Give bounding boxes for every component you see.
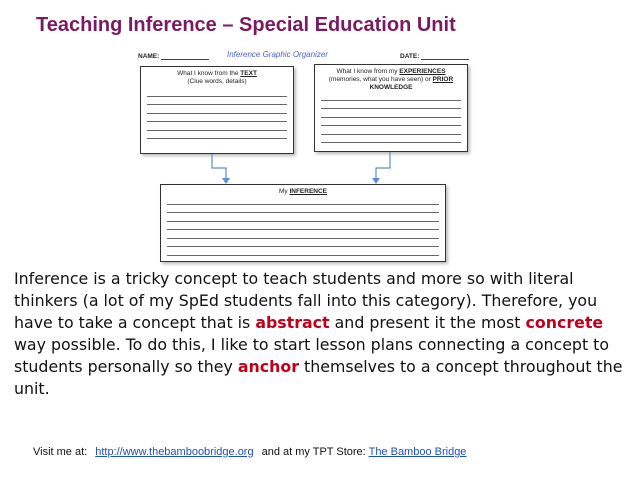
tpt-store-link[interactable]: The Bamboo Bridge	[368, 446, 467, 458]
arrow-left-connector	[212, 154, 226, 180]
description-paragraph	[14, 268, 629, 400]
inference-graphic-organizer	[132, 48, 476, 261]
text-clues-label: What I know from the	[177, 70, 241, 77]
inference-box	[160, 184, 446, 262]
paragraph-text-1: Inference is a tricky concept to teach students and more so with literal thinkers (a lot of my SpEd students fall into this category). Therefore, you have to take a concept that is	[14, 269, 598, 332]
paragraph-text-4: themselves to a concept throughout the unit.	[14, 357, 623, 398]
text-clues-emphasis: TEXT	[240, 70, 257, 77]
paragraph-text-3: way possible. To do this, I like to start lesson plans connecting a concept to students personally so they	[14, 335, 610, 376]
highlight-anchor: anchor	[237, 357, 299, 376]
website-link[interactable]: http://www.thebamboobridge.org	[95, 446, 254, 458]
inference-label: My	[278, 188, 290, 195]
experience-sublabel: (memories, what you have seen) or	[328, 76, 433, 83]
experience-label: What I know from my	[336, 68, 400, 75]
inference-header	[161, 188, 445, 196]
inference-emphasis: INFERENCE	[289, 188, 328, 195]
knowledge-label: KNOWLEDGE	[369, 84, 413, 91]
experience-emphasis: EXPERIENCES	[399, 68, 446, 75]
organizer-name-label: NAME:	[138, 53, 160, 60]
prior-emphasis: PRIOR	[432, 76, 454, 83]
organizer-date-label: DATE:	[400, 53, 420, 60]
paragraph-text-2: and present it the most	[329, 313, 526, 332]
footer	[33, 446, 466, 458]
visit-label: Visit me at:	[33, 446, 88, 458]
text-clues-sublabel: (Clue words, details)	[187, 78, 247, 85]
inference-writing-lines	[161, 196, 445, 256]
arrow-right-connector	[376, 152, 390, 180]
slide-title: Teaching Inference – Special Education Unit	[36, 14, 456, 36]
highlight-concrete: concrete	[525, 313, 604, 332]
tpt-store-label: and at my TPT Store:	[261, 446, 366, 458]
organizer-heading: Inference Graphic Organizer	[227, 50, 328, 59]
highlight-abstract: abstract	[255, 313, 330, 332]
